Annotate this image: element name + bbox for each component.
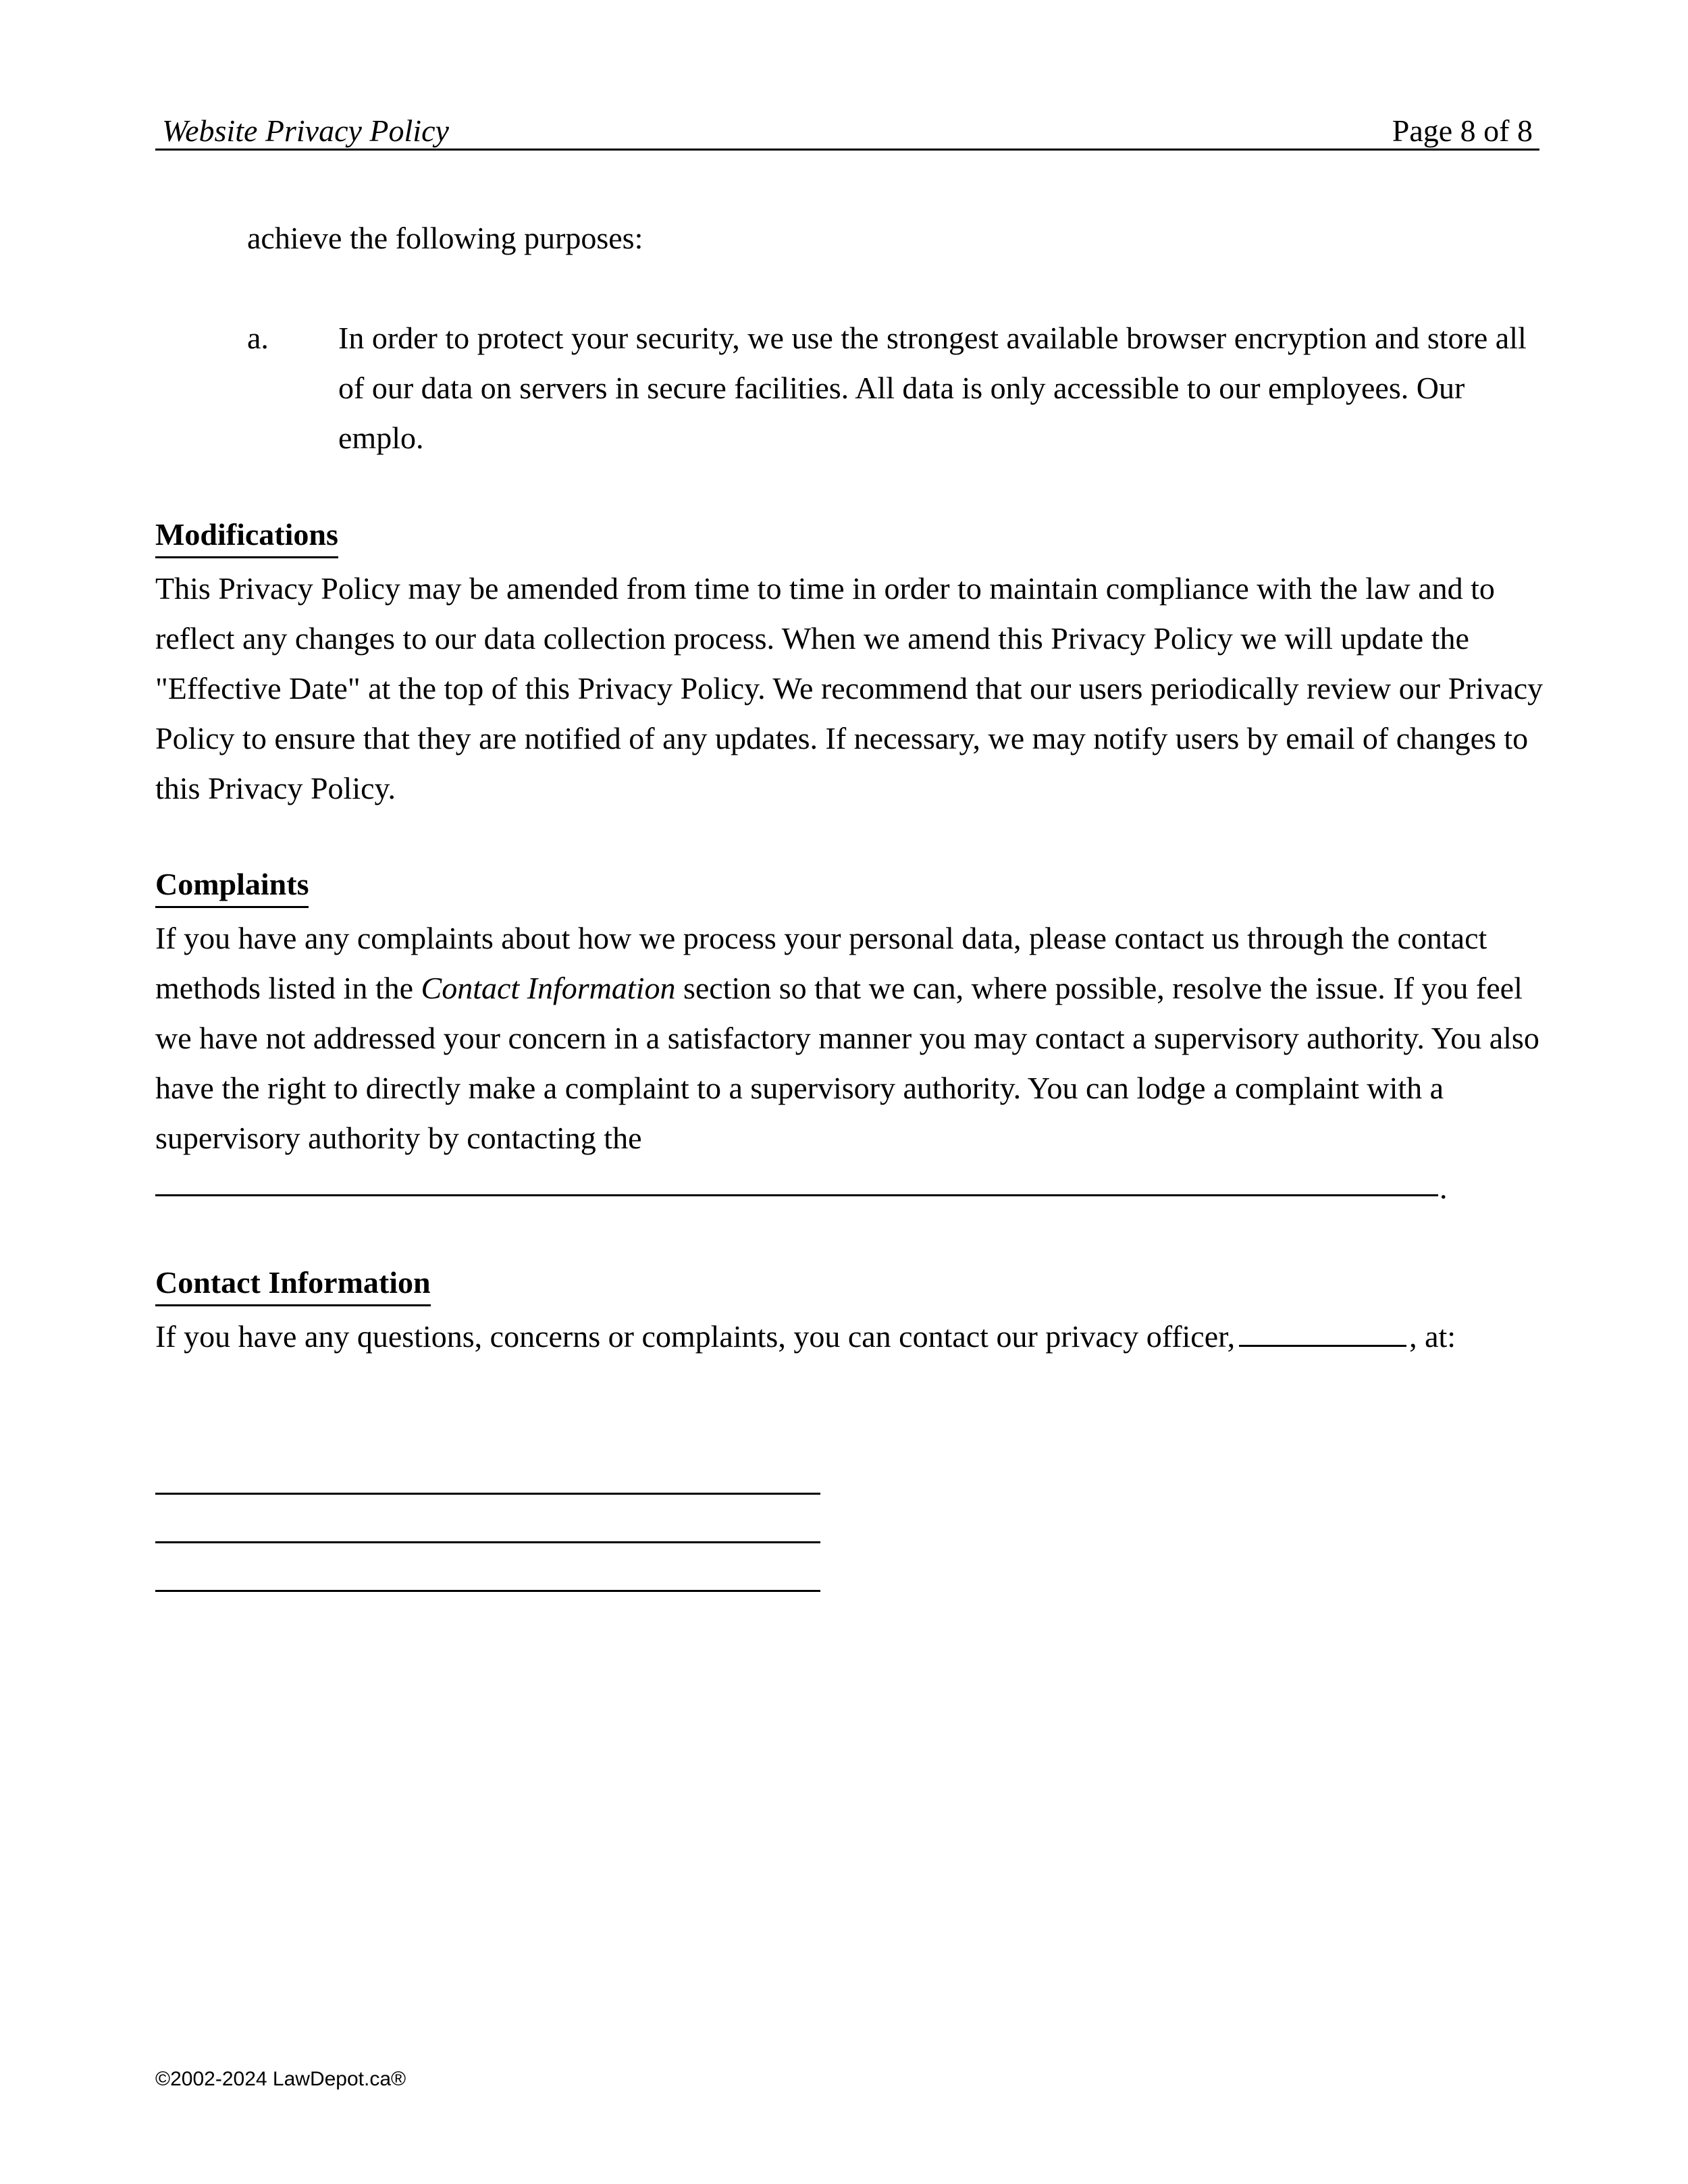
complaints-body-end: section so that we can, where possible, resolve the issue. If you feel we have not addressed your concern in a satisfactory manner you may contact a supervisory authority. You also have the right to directly make a complaint to a supervisory authority. You can lodge a complaint with a supervisory authority by contacting the <box>155 971 1539 1155</box>
contact-section <box>155 1262 1546 1362</box>
address-line <box>155 1543 820 1592</box>
modifications-heading: Modifications <box>155 514 338 558</box>
complaints-heading: Complaints <box>155 864 309 908</box>
complaints-section <box>155 864 1546 1213</box>
supervisory-authority-blank <box>155 1163 1546 1213</box>
list-marker: a. <box>247 321 269 355</box>
modifications-body: This Privacy Policy may be amended from time to time in order to maintain compliance with the law and to reflect any changes to our data collection process. When we amend this Privacy Policy we will update the "Effective Date" at the top of this Privacy Policy. We recommend that our users periodically review our Privacy Policy to ensure that they are notified of any updates. If necessary, we may notify users by email of changes to this Privacy Policy. <box>155 571 1544 805</box>
modifications-section <box>155 514 1546 814</box>
copyright-footer: ©2002-2024 LawDepot.ca® <box>155 2068 406 2090</box>
complaints-body-start: If you have any complaints about how we process your personal data, please contact us through the contact methods listed in the <box>155 921 1487 1005</box>
address-line <box>155 1445 820 1495</box>
contact-information-reference: Contact Information <box>421 971 676 1005</box>
complaints-body <box>155 913 1546 1163</box>
privacy-officer-blank <box>1239 1312 1406 1347</box>
contact-body-start: If you have any questions, concerns or complaints, you can contact our privacy officer, <box>155 1319 1236 1354</box>
list-item-text: In order to protect your security, we use the strongest available browser encryption and store all of our data on servers in secure facilities. All data is only accessible to our employees. Our emplo. <box>338 321 1527 455</box>
address-lines <box>155 1445 820 1592</box>
page-header <box>155 108 1539 151</box>
document-title: Website Privacy Policy <box>162 113 449 148</box>
address-line <box>155 1495 820 1543</box>
fill-in-line <box>155 1194 1438 1196</box>
intro-text: achieve the following purposes: <box>247 221 643 255</box>
blank-period: . <box>1440 1171 1448 1205</box>
contact-heading: Contact Information <box>155 1262 431 1306</box>
contact-body-end: , at: <box>1409 1319 1456 1354</box>
page-number: Page 8 of 8 <box>1392 113 1533 148</box>
contact-body <box>155 1312 1546 1362</box>
